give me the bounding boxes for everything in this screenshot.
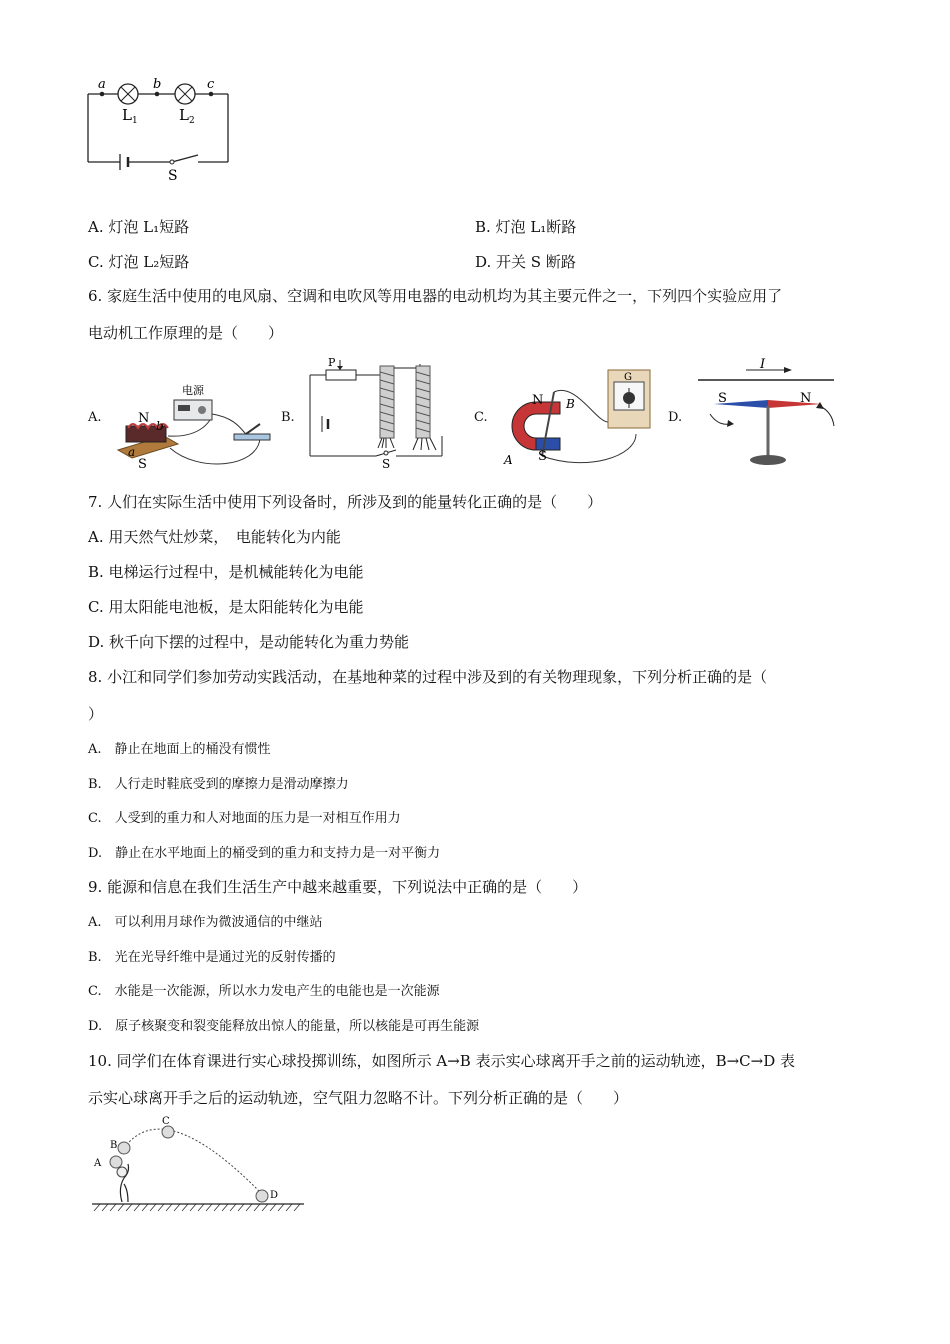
needle-s-label: S — [718, 391, 727, 406]
rod-end-a-label: A — [504, 453, 513, 467]
q7-option-d[interactable]: D. 秋千向下摆的过程中，是动能转化为重力势能 — [88, 633, 410, 651]
q10-ball-trajectory-figure — [84, 1114, 310, 1214]
magnet-s-label-c: S — [538, 449, 547, 464]
q7-option-c[interactable]: C. 用太阳能电池板，是太阳能转化为电能 — [88, 598, 364, 616]
point-b-label: B — [110, 1140, 118, 1151]
slider-p-label: P — [328, 356, 336, 369]
circuit-diagram — [80, 74, 240, 184]
point-d-label: D — [270, 1190, 279, 1201]
needle-n-label: N — [800, 391, 812, 406]
node-c-label: c — [207, 77, 215, 92]
lamp-l2-label: $L_2$ — [179, 106, 195, 126]
q6-fig-d-oersted-apparatus — [692, 356, 842, 470]
q5-option-a[interactable]: A. 灯泡 L₁短路 — [88, 218, 190, 236]
switch-s-label-b: S — [382, 457, 391, 470]
point-c-label: C — [162, 1116, 170, 1127]
q9-option-a[interactable]: A. 可以利用月球作为微波通信的中继站 — [88, 915, 323, 930]
node-a-label: a — [98, 77, 106, 92]
q6-stem-line1: 6. 家庭生活中使用的电风扇、空调和电吹风等用电器的电动机均为其主要元件之一，下列四个实验应用了 — [88, 287, 783, 305]
node-b-label: b — [153, 77, 162, 92]
q6-fig-c-label[interactable]: C. — [474, 410, 488, 425]
q10-stem-line1: 10. 同学们在体育课进行实心球投掷训练，如图所示 A→B 表示实心球离开手之前的运动轨迹，B→C→D 表 — [88, 1052, 796, 1070]
q8-option-a[interactable]: A. 静止在地面上的桶没有惯性 — [88, 742, 271, 757]
q6-fig-a-label[interactable]: A. — [88, 410, 102, 425]
magnet-n-label: N — [138, 411, 150, 426]
q9-option-b[interactable]: B. 光在光导纤维中是通过光的反射传播的 — [88, 950, 336, 965]
q9-stem: 9. 能源和信息在我们生活生产中越来越重要，下列说法中正确的是（ ） — [88, 878, 588, 896]
q10-stem-line2: 示实心球离开手之后的运动轨迹，空气阻力忽略不计。下列分析正确的是（ ） — [88, 1089, 629, 1107]
rod-end-b-label: B — [566, 397, 575, 411]
q5-option-d[interactable]: D. 开关 S 断路 — [475, 253, 576, 271]
lamp-l1-label: $L_1$ — [122, 106, 138, 126]
q7-option-b[interactable]: B. 电梯运行过程中，是机械能转化为电能 — [88, 563, 364, 581]
q7-option-a[interactable]: A. 用天然气灶炒菜， 电能转化为内能 — [88, 528, 341, 546]
rod-a-label: a — [128, 445, 136, 459]
power-source-label: 电源 — [182, 384, 204, 397]
q6-fig-b-label[interactable]: B. — [281, 410, 295, 425]
q6-fig-a-magnet-power-apparatus — [108, 378, 278, 470]
galvanometer-g-label: G — [624, 372, 632, 383]
switch-s-label: S — [168, 168, 178, 184]
current-i-label: I — [760, 357, 766, 372]
magnet-n-label-c: N — [532, 393, 544, 408]
q9-option-d[interactable]: D. 原子核聚变和裂变能释放出惊人的能量，所以核能是可再生能源 — [88, 1019, 480, 1034]
q5-option-c[interactable]: C. 灯泡 L₂短路 — [88, 253, 190, 271]
q7-stem: 7. 人们在实际生活中使用下列设备时，所涉及到的能量转化正确的是（ ） — [88, 493, 603, 511]
rod-b-label: b — [156, 419, 164, 433]
point-a-label: A — [94, 1158, 102, 1169]
q8-option-b[interactable]: B. 人行走时鞋底受到的摩擦力是滑动摩擦力 — [88, 777, 349, 792]
q8-stem-line1: 8. 小江和同学们参加劳动实践活动，在基地种菜的过程中涉及到的有关物理现象，下列分析正确的是（ — [88, 668, 768, 686]
q8-option-d[interactable]: D. 静止在水平地面上的桶受到的重力和支持力是一对平衡力 — [88, 846, 441, 861]
q8-stem-line2: ） — [88, 705, 104, 723]
q6-stem-line2: 电动机工作原理的是（ ） — [88, 324, 284, 342]
q6-fig-b-electromagnet-apparatus — [304, 356, 454, 470]
magnet-s-label: S — [138, 457, 147, 470]
q6-fig-d-label[interactable]: D. — [668, 410, 683, 425]
q8-option-c[interactable]: C. 人受到的重力和人对地面的压力是一对相互作用力 — [88, 811, 401, 826]
q9-option-c[interactable]: C. 水能是一次能源，所以水力发电产生的电能也是一次能源 — [88, 984, 440, 999]
q6-fig-c-galvanometer-apparatus — [496, 362, 666, 470]
q5-option-b[interactable]: B. 灯泡 L₁断路 — [475, 218, 577, 236]
